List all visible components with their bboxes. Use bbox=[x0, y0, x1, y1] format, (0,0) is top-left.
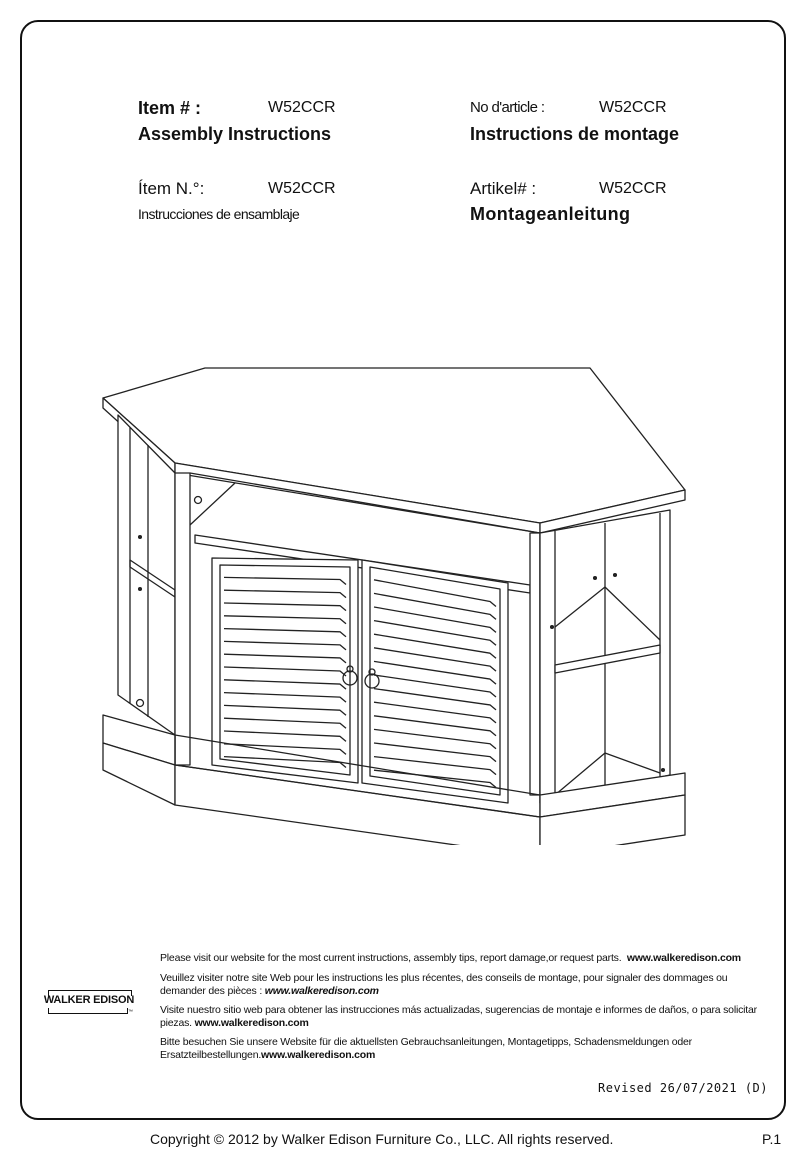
item-label-en: Item # : bbox=[138, 98, 202, 118]
item-code-fr: W52CCR bbox=[599, 99, 667, 116]
product-illustration bbox=[100, 365, 700, 845]
website-link-es[interactable]: www.walkeredison.com bbox=[194, 1017, 309, 1029]
title-fr: Instructions de montage bbox=[470, 124, 680, 144]
walker-edison-logo bbox=[40, 990, 138, 1020]
title-en: Assembly Instructions bbox=[138, 124, 332, 144]
page-number: P.1 bbox=[762, 1131, 782, 1147]
visit-notice-de bbox=[160, 1036, 766, 1062]
revision-date: Revised 26/07/2021 (D) bbox=[598, 1081, 768, 1095]
copyright-notice: Copyright © 2012 by Walker Edison Furniture Co., LLC. All rights reserved. bbox=[150, 1131, 614, 1147]
item-label-de: Artikel# : bbox=[470, 179, 537, 198]
visit-notice-es bbox=[160, 1004, 766, 1030]
logo-bottom-bracket bbox=[48, 1008, 128, 1014]
visit-text-de: Bitte besuchen Sie unsere Website für die aktuellsten Gebrauchsanleitungen, Montagetipps, Schadensmeldungen oder Ersatzteilbestellungen. bbox=[160, 1036, 692, 1061]
item-label-es: Ítem N.°: bbox=[138, 179, 205, 198]
website-link-de[interactable]: www.walkeredison.com bbox=[261, 1049, 376, 1061]
visit-notice-en bbox=[160, 952, 766, 965]
title-es: Instrucciones de ensamblaje bbox=[138, 206, 300, 222]
visit-text-fr: Veuillez visiter notre site Web pour les instructions les plus récentes, des conseils de montage, pour signaler des dommages ou demander des pièces : bbox=[160, 972, 728, 997]
visit-text-en: Please visit our website for the most current instructions, assembly tips, report damage,or request parts. bbox=[160, 952, 622, 964]
logo-text: WALKER EDISON bbox=[43, 994, 135, 1006]
visit-notice-fr bbox=[160, 972, 766, 998]
item-code-es: W52CCR bbox=[268, 180, 336, 197]
title-de: Montageanleitung bbox=[470, 204, 631, 224]
website-link-en[interactable]: www.walkeredison.com bbox=[626, 952, 741, 964]
visit-text-es: Visite nuestro sitio web para obtener las instrucciones más actualizadas, sugerencias de montaje e informes de daños, o para solicitar piezas. bbox=[160, 1004, 757, 1029]
item-code-de: W52CCR bbox=[599, 180, 667, 197]
item-label-fr: No d'article : bbox=[470, 99, 545, 116]
logo-trademark: ™ bbox=[128, 1009, 133, 1015]
item-code-en: W52CCR bbox=[268, 99, 336, 116]
website-link-fr[interactable]: www.walkeredison.com bbox=[264, 985, 379, 997]
